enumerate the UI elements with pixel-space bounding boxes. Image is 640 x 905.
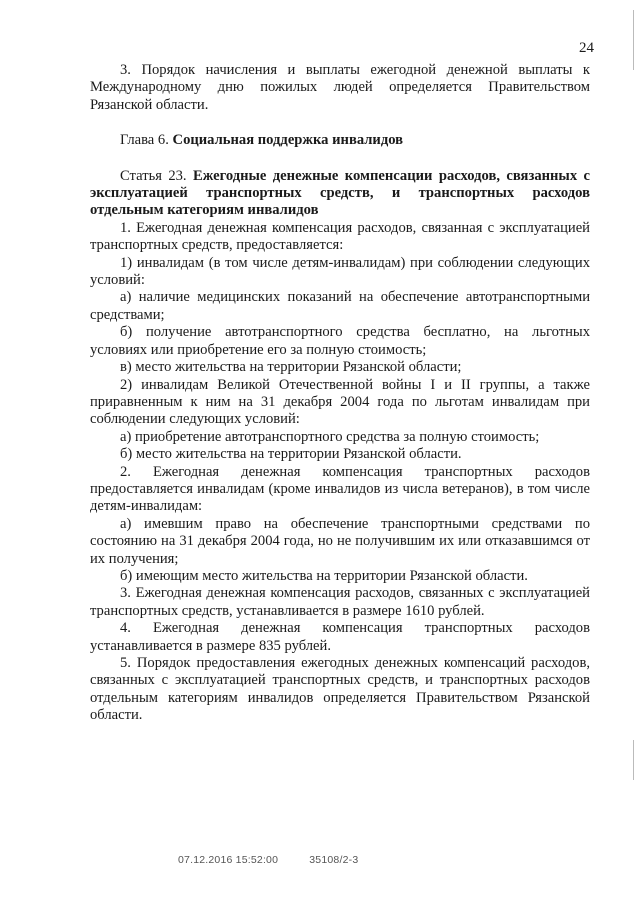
paragraph-5: 5. Порядок предоставления ежегодных денежных компенсаций расходов, связанных с эксплуатацией транспортных средств, и транспортных расходов отдельным категориям инвалидов определяется Правительством Рязанской области. [90, 655, 590, 724]
article-heading [90, 168, 590, 220]
page-number: 24 [579, 40, 594, 56]
document-footer [178, 854, 358, 866]
paragraph-1-item-1b: б) получение автотранспортного средства бесплатно, на льготных условиях или приобретение его за полную стоимость; [90, 324, 590, 358]
scan-edge-mark [633, 740, 634, 780]
paragraph-1-item-1a: а) наличие медицинских показаний на обеспечение автотранспортными средствами; [90, 289, 590, 323]
scan-edge-mark [633, 10, 634, 70]
chapter-title: Социальная поддержка инвалидов [172, 132, 404, 149]
chapter-label: Глава 6. [120, 132, 169, 149]
document-body [90, 62, 590, 725]
paragraph-3: 3. Ежегодная денежная компенсация расходов, связанных с эксплуатацией транспортных средств, устанавливается в размере 1610 рублей. [90, 585, 590, 619]
paragraph-1-item-2a: а) приобретение автотранспортного средства за полную стоимость; [120, 428, 540, 445]
paragraph-1-item-2: 2) инвалидам Великой Отечественной войны I и II группы, а также приравненным к ним на 31 декабря 2004 года по льготам инвалидам при соблюдении следующих условий: [90, 376, 590, 428]
article-title: Ежегодные денежные компенсации расходов, связанных с эксплуатацией транспортных средств, и транспортных расходов отдельным категориям инвалидов [90, 167, 590, 219]
paragraph-1-item-2b: б) место жительства на территории Рязанской области. [120, 446, 462, 463]
paragraph-1-item-1c: в) место жительства на территории Рязанской области; [120, 359, 462, 376]
paragraph-2-item-b: б) имеющим место жительства на территории Рязанской области. [120, 567, 528, 584]
footer-doc-code: 35108/2-3 [309, 854, 359, 866]
article-label: Статья 23. [120, 167, 187, 184]
intro-paragraph: 3. Порядок начисления и выплаты ежегодной денежной выплаты к Международному дню пожилых людей определяется Правительством Рязанской области. [90, 62, 590, 113]
paragraph-2: 2. Ежегодная денежная компенсация транспортных расходов предоставляется инвалидам (кроме инвалидов из числа ветеранов), в том числе детям-инвалидам: [90, 463, 590, 515]
paragraph-1-item-1: 1) инвалидам (в том числе детям-инвалидам) при соблюдении следующих условий: [90, 254, 590, 289]
chapter-heading [90, 132, 590, 149]
footer-timestamp: 07.12.2016 15:52:00 [178, 854, 279, 866]
paragraph-4: 4. Ежегодная денежная компенсация транспортных расходов устанавливается в размере 835 рублей. [90, 620, 590, 654]
paragraph-1: 1. Ежегодная денежная компенсация расходов, связанная с эксплуатацией транспортных средств, предоставляется: [90, 219, 590, 254]
paragraph-2-item-a: а) имевшим право на обеспечение транспортными средствами по состоянию на 31 декабря 2004 года, но не получившим их или отказавшимся от их получения; [90, 515, 590, 567]
